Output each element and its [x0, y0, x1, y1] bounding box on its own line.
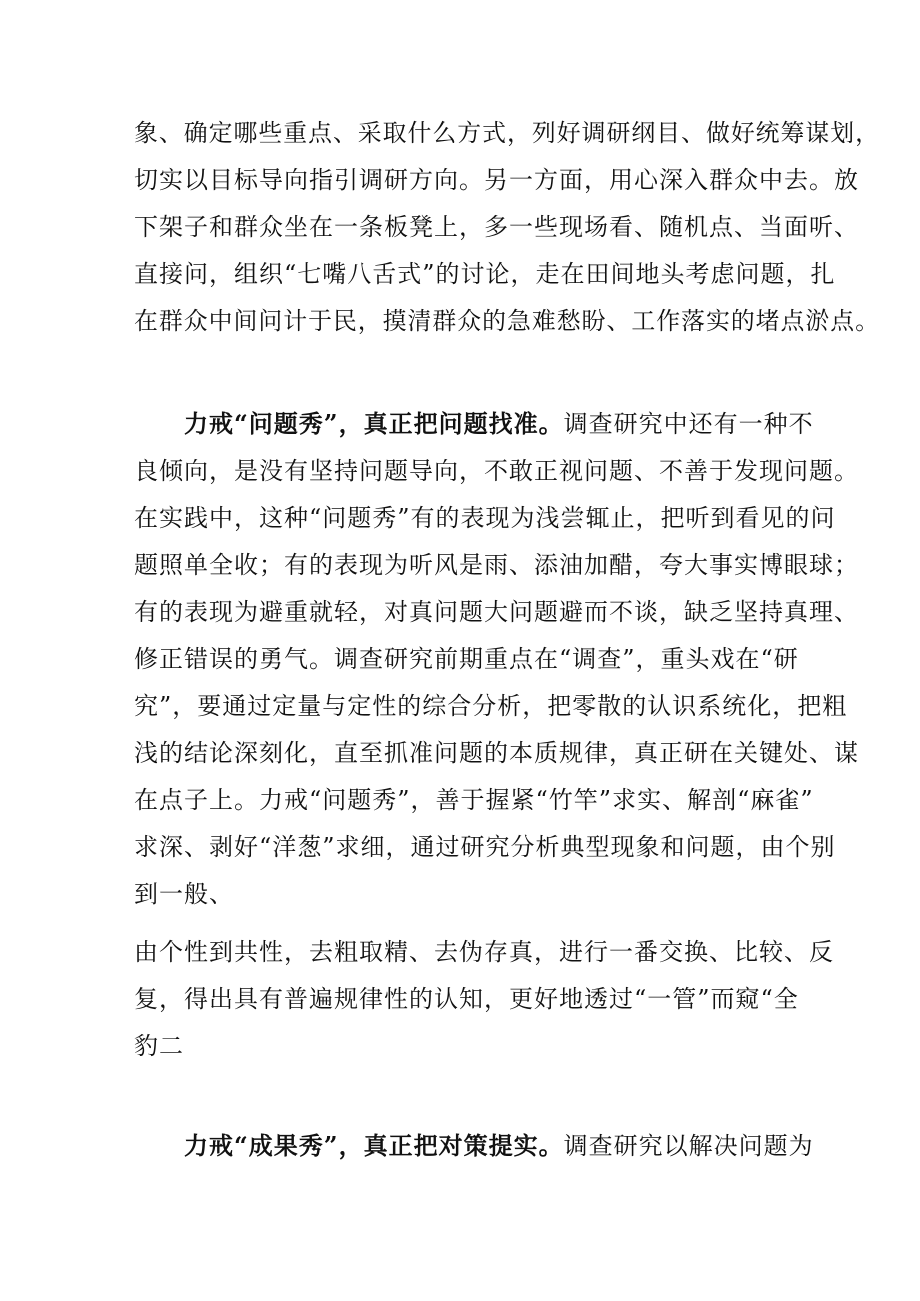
paragraph-line: 在群众中间问计于民，摸清群众的急难愁盼、工作落实的堵点淤点。: [134, 307, 881, 335]
paragraph-heading: 力戒“问题秀”，真正把问题找准。: [184, 409, 564, 438]
paragraph-line: 由个性到共性，去粗取精、去伪存真，进行一番交换、比较、反: [134, 938, 834, 966]
paragraph-heading: 力戒“成果秀”，真正把对策提实。: [184, 1131, 564, 1160]
paragraph-line: 在实践中，这种“问题秀”有的表现为浅尝辄止，把听到看见的问: [134, 504, 836, 532]
paragraph-line: 究”，要通过定量与定性的综合分析，把零散的认识系统化，把粗: [134, 692, 848, 720]
paragraph-text: 调查研究以解决问题为: [563, 1132, 814, 1160]
paragraph-line: 求深、剥好“洋葱”求细，通过研究分析典型现象和问题，由个别: [134, 833, 836, 861]
paragraph-line: 有的表现为避重就轻，对真问题大问题避而不谈，缺乏坚持真理、: [134, 598, 859, 626]
paragraph-line: 题照单全收；有的表现为听风是雨、添油加醋，夸大事实博眼球；: [134, 551, 859, 579]
paragraph-line: 下架子和群众坐在一条板凳上，多一些现场看、随机点、当面听、: [134, 213, 859, 241]
paragraph-first-line: [184, 1131, 814, 1161]
paragraph-line: 到一般、: [134, 880, 234, 908]
paragraph-line: 修正错误的勇气。调查研究前期重点在“调查”，重头戏在“研: [134, 645, 799, 673]
paragraph-line: 直接问，组织“七嘴八舌式”的讨论，走在田间地头考虑问题，扎: [134, 260, 836, 288]
paragraph-text: 调查研究中还有一种不: [563, 410, 814, 438]
paragraph-line: 浅的结论深刻化，直至抓准问题的本质规律，真正研在关键处、谋: [134, 739, 859, 767]
paragraph-line: 复，得出具有普遍规律性的认知，更好地透过“一管”而窥“全: [134, 985, 799, 1013]
paragraph-line: 切实以目标导向指引调研方向。另一方面，用心深入群众中去。放: [134, 166, 859, 194]
paragraph-line: 良倾向，是没有坚持问题导向，不敢正视问题、不善于发现问题。: [134, 457, 859, 485]
paragraph-line: 豹二: [134, 1032, 184, 1060]
paragraph-line: 在点子上。力戒“问题秀”，善于握紧“竹竿”求实、解剖“麻雀”: [134, 786, 814, 814]
paragraph-first-line: [184, 409, 814, 439]
paragraph-line: 象、确定哪些重点、采取什么方式，列好调研纲目、做好统筹谋划，: [134, 119, 881, 147]
